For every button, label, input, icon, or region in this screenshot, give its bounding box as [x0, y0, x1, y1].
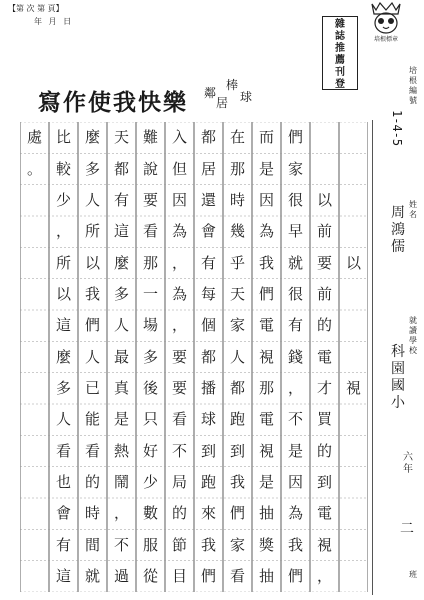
grid-character: 。 [26, 159, 42, 178]
grid-character: 從 [142, 566, 158, 585]
grid-character: 以 [316, 190, 332, 209]
grid-character: ， [171, 316, 187, 335]
grid-character: 是 [258, 472, 274, 491]
grid-character: 入 [171, 128, 187, 147]
composition-title: 寫作使我快樂 [38, 89, 188, 116]
grid-character: 看 [229, 566, 245, 585]
grid-character: 熱 [113, 441, 129, 460]
grid-character: 不 [171, 441, 187, 460]
grid-character: 是 [287, 441, 303, 460]
grid-character: 已 [84, 378, 100, 397]
grid-character: 那 [142, 253, 158, 272]
grid-character: 播 [200, 378, 216, 397]
grid-character: 獎 [258, 535, 274, 554]
school-label: 就讀學校 [409, 316, 417, 355]
class-suffix: 班 [409, 570, 417, 579]
grid-character: 前 [316, 222, 332, 241]
recommendation-badge [322, 2, 416, 90]
grid-character: 為 [171, 284, 187, 303]
grid-character: 處 [26, 128, 42, 147]
grid-character: 在 [229, 128, 245, 147]
grade-value: 六年 [403, 452, 413, 475]
grid-character: 家 [229, 535, 245, 554]
grid-character: 多 [142, 347, 158, 366]
grid-character: 要 [171, 378, 187, 397]
grid-character: 看 [171, 410, 187, 429]
grid-character: 也 [55, 472, 71, 491]
topic-char: 球 [240, 90, 253, 104]
grid-character: 只 [142, 410, 158, 429]
grid-character: 到 [200, 441, 216, 460]
worksheet-header [8, 3, 73, 27]
grid-character: 為 [258, 222, 274, 241]
grid-character: 看 [84, 441, 100, 460]
grid-character: 目 [171, 566, 187, 585]
grid-character: 多 [84, 159, 100, 178]
grid-character: 節 [171, 535, 187, 554]
header-session-page: 【第 次 第 頁】 [8, 4, 64, 13]
grid-character: 較 [55, 159, 71, 178]
grid-character: 個 [200, 316, 216, 335]
grid-character: 有 [55, 535, 71, 554]
grid-character: 場 [142, 316, 158, 335]
grid-character: 來 [200, 504, 216, 523]
grid-character: 會 [200, 222, 216, 241]
grid-character: 能 [84, 410, 100, 429]
grid-character: 有 [287, 316, 303, 335]
grid-character: 們 [84, 316, 100, 335]
grid-character: 都 [200, 128, 216, 147]
grid-character: 就 [84, 566, 100, 585]
grid-character: 跑 [229, 410, 245, 429]
name-label: 姓名 [409, 200, 417, 219]
grid-character: 電 [316, 504, 332, 523]
grid-character: ， [55, 222, 71, 241]
grid-character: 鬧 [113, 472, 129, 491]
grid-character: 是 [258, 159, 274, 178]
grid-character: 的 [84, 472, 100, 491]
grid-character: 電 [258, 410, 274, 429]
topic-char: 棒 [226, 78, 239, 92]
grid-character: 的 [316, 316, 332, 335]
grid-character: ， [171, 253, 187, 272]
grid-character: 那 [258, 378, 274, 397]
grid-character: ， [113, 504, 129, 523]
grid-character: 電 [258, 316, 274, 335]
grid-character: 局 [171, 472, 187, 491]
grid-character: 我 [258, 253, 274, 272]
grid-character: 的 [171, 504, 187, 523]
grid-character: 就 [287, 253, 303, 272]
grid-character: 視 [258, 441, 274, 460]
grid-character: 看 [55, 441, 71, 460]
grid-character: 還 [200, 190, 216, 209]
grid-character: 一 [142, 284, 158, 303]
grid-character: 而 [258, 128, 274, 147]
stamp-char: 雜 [335, 19, 345, 30]
grid-character: 以 [55, 284, 71, 303]
header-date: 年 月 日 [34, 17, 74, 26]
grid-character: 我 [287, 535, 303, 554]
grid-character: 到 [316, 472, 332, 491]
grid-character: 難 [142, 128, 158, 147]
grid-character: 很 [287, 190, 303, 209]
grid-character: 視 [345, 378, 361, 397]
grid-character: 比 [55, 128, 71, 147]
magazine-recommend-stamp [322, 16, 358, 90]
grid-character: 要 [142, 190, 158, 209]
student-name: 周鴻儒 [391, 205, 405, 255]
grid-character: 不 [287, 410, 303, 429]
grid-character: 跑 [200, 472, 216, 491]
grid-character: 們 [287, 128, 303, 147]
grid-character: 因 [171, 190, 187, 209]
grid-character: 家 [287, 159, 303, 178]
grid-character: 抽 [258, 566, 274, 585]
grid-character: 都 [113, 159, 129, 178]
grid-character: 居 [200, 159, 216, 178]
class-code-value: 1-4-5 [390, 110, 404, 147]
class-number: 二 [400, 521, 414, 537]
grid-character: 前 [316, 284, 332, 303]
grid-character: 麼 [55, 347, 71, 366]
grid-character: 人 [55, 410, 71, 429]
grid-character: 家 [229, 316, 245, 335]
grid-character: 的 [316, 441, 332, 460]
mascot-caption: 培根標章 [373, 36, 398, 43]
grid-character: 但 [171, 159, 187, 178]
grid-character: 數 [142, 504, 158, 523]
grid-character: 錢 [287, 347, 303, 366]
school-name: 科園國小 [391, 344, 405, 411]
grid-character: 時 [84, 504, 100, 523]
topic-char: 居 [216, 96, 229, 110]
essay-topic [202, 76, 258, 116]
grid-character: ， [287, 378, 303, 397]
grid-character: 人 [84, 347, 100, 366]
grid-character: 人 [84, 190, 100, 209]
grid-character: 這 [113, 222, 129, 241]
grid-character: 視 [258, 347, 274, 366]
grid-character: 所 [55, 253, 71, 272]
stamp-char: 刊 [335, 67, 345, 78]
grid-character: 很 [287, 284, 303, 303]
grid-character: 我 [229, 472, 245, 491]
grid-character: 幾 [229, 222, 245, 241]
grid-character: 我 [200, 535, 216, 554]
grid-character: 為 [287, 504, 303, 523]
grid-character: 買 [316, 410, 332, 429]
grid-character: 都 [200, 347, 216, 366]
grid-character: 到 [229, 441, 245, 460]
grid-character: 視 [316, 535, 332, 554]
grid-character: 以 [345, 253, 361, 272]
grid-character: 服 [142, 535, 158, 554]
grid-character: 們 [229, 504, 245, 523]
grid-character: 才 [316, 378, 332, 397]
stamp-char: 誌 [335, 31, 345, 42]
grid-character: 少 [55, 190, 71, 209]
grid-character: 人 [113, 316, 129, 335]
grid-character: 以 [84, 253, 100, 272]
owl-mascot-icon [366, 2, 406, 38]
grid-character: 不 [113, 535, 129, 554]
grid-character: 是 [113, 410, 129, 429]
grid-character: 為 [171, 222, 187, 241]
grid-character: 們 [200, 566, 216, 585]
grid-character: 因 [287, 472, 303, 491]
grid-character: 那 [229, 159, 245, 178]
grid-character: 會 [55, 504, 71, 523]
grid-character: 抽 [258, 504, 274, 523]
grid-character: 有 [113, 190, 129, 209]
grid-character: 人 [229, 347, 245, 366]
grid-character: 時 [229, 190, 245, 209]
grid-character: 多 [113, 284, 129, 303]
grid-character: 多 [55, 378, 71, 397]
grid-character: 好 [142, 441, 158, 460]
stamp-char: 薦 [335, 55, 345, 66]
class-code-label: 培根編號 [409, 66, 417, 105]
grid-character: 要 [171, 347, 187, 366]
grid-character: 乎 [229, 253, 245, 272]
grid-character: 過 [113, 566, 129, 585]
grid-character: 們 [258, 284, 274, 303]
grid-character: ， [316, 566, 332, 585]
grid-character: 最 [113, 347, 129, 366]
topic-char: 鄰 [204, 86, 217, 100]
grid-character: 我 [84, 284, 100, 303]
writing-grid [20, 122, 368, 592]
grid-character: 後 [142, 378, 158, 397]
grid-character: 球 [200, 410, 216, 429]
grid-character: 這 [55, 566, 71, 585]
grid-character: 電 [316, 347, 332, 366]
grid-character: 間 [84, 535, 100, 554]
grid-character: 麼 [84, 128, 100, 147]
grid-character: 天 [229, 284, 245, 303]
grid-character: 每 [200, 284, 216, 303]
stamp-char: 登 [335, 79, 345, 90]
grid-character: 因 [258, 190, 274, 209]
grid-character: 都 [229, 378, 245, 397]
grid-character: 真 [113, 378, 129, 397]
grid-character: 看 [142, 222, 158, 241]
grid-character: 麼 [113, 253, 129, 272]
grid-character: 早 [287, 222, 303, 241]
grid-character: 們 [287, 566, 303, 585]
grid-character: 說 [142, 159, 158, 178]
grid-character: 天 [113, 128, 129, 147]
grid-character: 這 [55, 316, 71, 335]
grid-character: 要 [316, 253, 332, 272]
sidebar-divider [372, 120, 373, 595]
grid-character: 所 [84, 222, 100, 241]
grid-character: 少 [142, 472, 158, 491]
stamp-char: 推 [335, 43, 345, 54]
grid-character: 有 [200, 253, 216, 272]
